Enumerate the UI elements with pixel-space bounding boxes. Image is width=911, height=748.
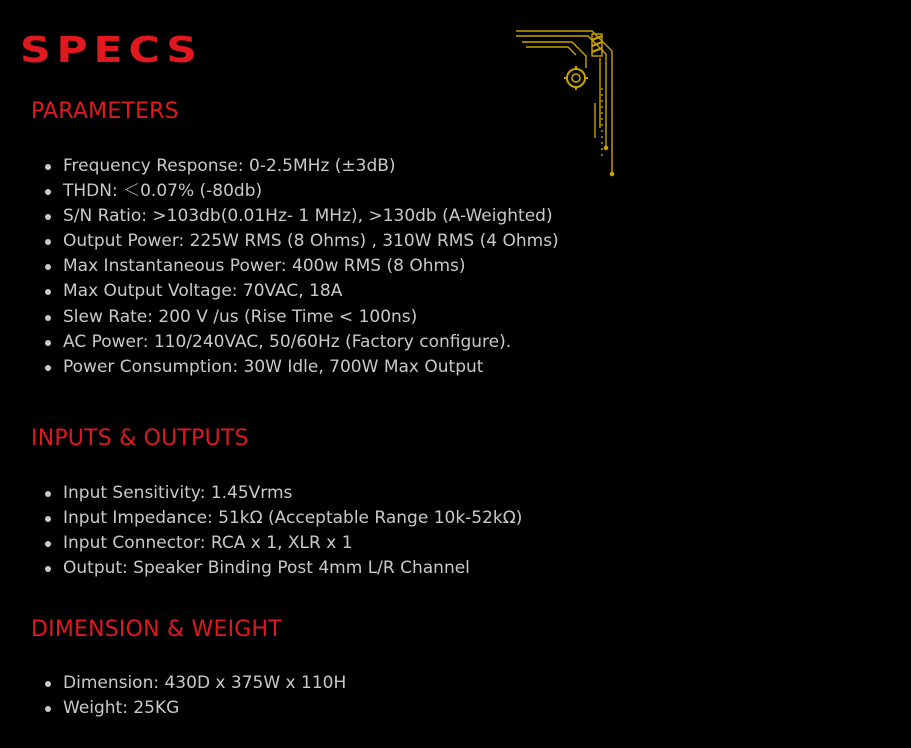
list-item: Frequency Response: 0-2.5MHz (±3dB)	[45, 154, 559, 179]
list-item: Weight: 25KG	[45, 696, 346, 721]
list-item: AC Power: 110/240VAC, 50/60Hz (Factory configure).	[45, 330, 559, 355]
inputs-outputs-list	[45, 481, 522, 581]
section-heading-dimension-weight: DIMENSION & WEIGHT	[31, 617, 282, 642]
section-heading-inputs-outputs: INPUTS & OUTPUTS	[31, 426, 249, 451]
list-item: Slew Rate: 200 V /us (Rise Time < 100ns)	[45, 305, 559, 330]
list-item: Max Instantaneous Power: 400w RMS (8 Ohms)	[45, 254, 559, 279]
list-item: S/N Ratio: >103db(0.01Hz- 1 MHz), >130db (A-Weighted)	[45, 204, 559, 229]
list-item: Output: Speaker Binding Post 4mm L/R Channel	[45, 556, 522, 581]
list-item: Input Sensitivity: 1.45Vrms	[45, 481, 522, 506]
list-item: Max Output Voltage: 70VAC, 18A	[45, 279, 559, 304]
list-item: THDN: ＜0.07% (-80db)	[45, 179, 559, 204]
parameters-list	[45, 154, 559, 380]
list-item: Input Connector: RCA x 1, XLR x 1	[45, 531, 522, 556]
list-item: Input Impedance: 51kΩ (Acceptable Range 10k-52kΩ)	[45, 506, 522, 531]
list-item: Dimension: 430D x 375W x 110H	[45, 671, 346, 696]
dimension-weight-list	[45, 671, 346, 721]
list-item: Output Power: 225W RMS (8 Ohms) , 310W RMS (4 Ohms)	[45, 229, 559, 254]
list-item: Power Consumption: 30W Idle, 700W Max Output	[45, 355, 559, 380]
section-heading-parameters: PARAMETERS	[31, 99, 179, 124]
page-title: SPECS	[20, 30, 203, 71]
